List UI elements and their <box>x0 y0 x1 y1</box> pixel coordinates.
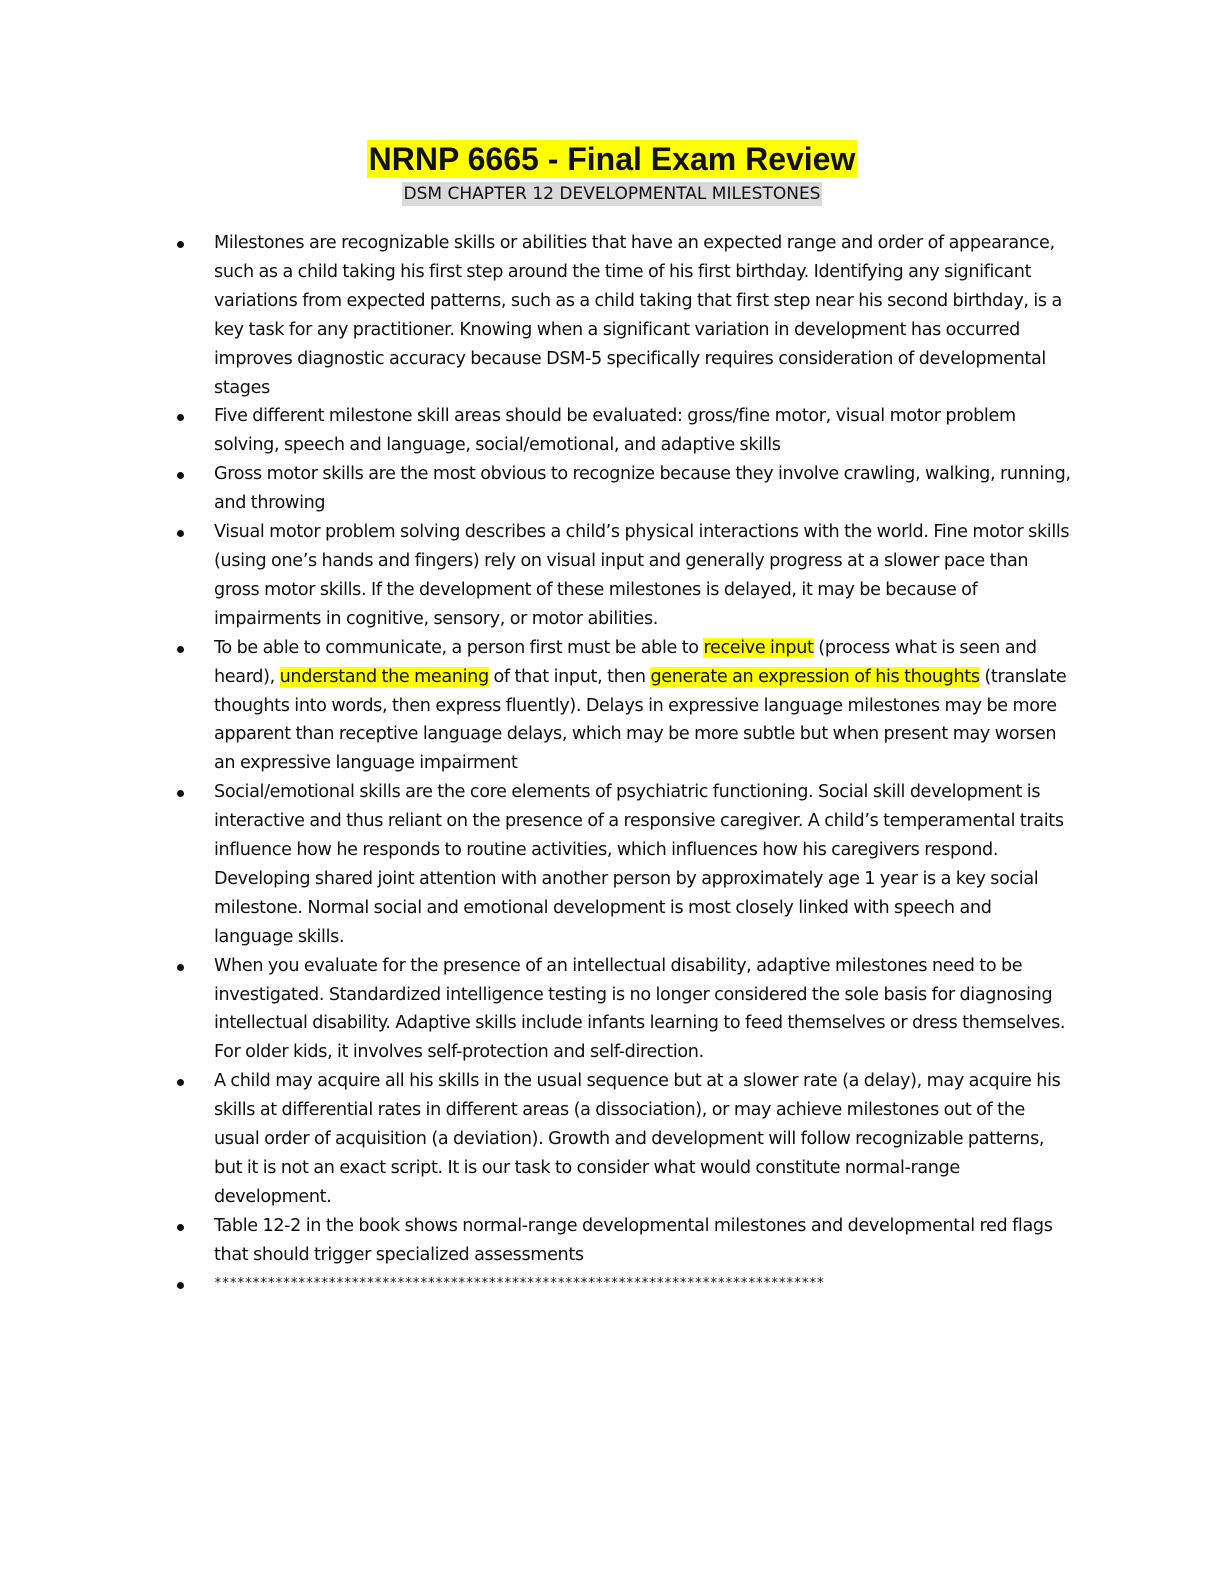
bullet-item-milestones-definition <box>172 229 1072 402</box>
bullet-item-social-emotional <box>172 778 1072 951</box>
bullet-text: When you evaluate for the presence of an intellectual disability, adaptive milestones need to be investigated. Standardized intelligence testing is no longer considered the sole basis for diagnosing intellectual disability. Adaptive skills include infants learning to feed themselves or dress themselves. For older kids, it involves self-protection and self-direction. <box>214 955 1066 1063</box>
bullet-icon <box>177 530 184 537</box>
bullet-icon <box>177 1079 184 1086</box>
bullet-item-separator <box>172 1270 1072 1299</box>
bullet-item-skill-areas <box>172 402 1072 460</box>
bullet-text: Milestones are recognizable skills or abilities that have an expected range and order of appearance, such as a child taking his first step around the time of his first birthday. Identifying any significant variations from expected patterns, such as a child taking that first step near his second birthday, is a key task for any practitioner. Knowing when a significant variation in development has occurred improves diagnostic accuracy because DSM-5 specifically requires consideration of developmental stages <box>214 233 1062 398</box>
page-title: NRNP 6665 - Final Exam Review <box>368 141 856 177</box>
bullet-item-visual-motor <box>172 518 1072 634</box>
bullet-icon <box>177 472 184 479</box>
bullet-text: Visual motor problem solving describes a child’s physical interactions with the world. Fine motor skills (using one’s hands and fingers) rely on visual input and generally progress at a slower pace than gross motor skills. If the development of these milestones is delayed, it may be because of impairments in cognitive, sensory, or motor abilities. <box>214 522 1070 629</box>
bullet-text: Five different milestone skill areas should be evaluated: gross/fine motor, visual motor problem solving, speech and language, social/emotional, and adaptive skills <box>214 406 1016 456</box>
bullet-text-part-4: (translate thoughts into words, then express fluently). Delays in expressive language milestones may be more apparent than receptive language delays, which may be more subtle but when present may worsen an expressive language impairment <box>214 666 1067 774</box>
bullet-text: Gross motor skills are the most obvious to recognize because they involve crawling, walking, running, and throwing <box>214 464 1071 514</box>
bullet-text: A child may acquire all his skills in the usual sequence but at a slower rate (a delay), may acquire his skills at differential rates in different areas (a dissociation), or may achieve milestones out of the usual order of acquisition (a deviation). Growth and development will follow recognizable patterns, but it is not an exact script. It is our task to consider what would constitute normal-range development. <box>214 1071 1061 1207</box>
page-subtitle: DSM CHAPTER 12 DEVELOPMENTAL MILESTONES <box>403 184 821 204</box>
bullet-text: Table 12-2 in the book shows normal-range developmental milestones and developmental red flags that should trigger specialized assessments <box>214 1215 1053 1265</box>
subtitle-row <box>0 182 1224 206</box>
bullet-icon <box>177 646 184 653</box>
bullet-icon <box>177 1282 184 1289</box>
bullet-item-table-12-2 <box>172 1212 1072 1270</box>
bullet-text: Social/emotional skills are the core elements of psychiatric functioning. Social skill development is interactive and thus reliant on the presence of a responsive caregiver. A child’s temperamental traits influence how he responds to routine activities, which influences how his caregivers respond. Developing shared joint attention with another person by approximately age 1 year is a key social milestone. Normal social and emotional development is most closely linked with speech and language skills. <box>214 782 1064 947</box>
bullet-item-delay-dissociation-deviation <box>172 1067 1072 1212</box>
bullet-icon <box>177 241 184 248</box>
title-block <box>0 140 1224 206</box>
bullet-list <box>172 229 1072 1299</box>
bullet-icon <box>177 964 184 971</box>
highlight-generate-expression: generate an expression of his thoughts <box>650 666 980 687</box>
highlight-understand-meaning: understand the meaning <box>279 666 489 687</box>
bullet-item-gross-motor <box>172 460 1072 518</box>
bullet-icon <box>177 790 184 797</box>
bullet-text-part-3: of that input, then <box>488 666 651 687</box>
bullet-item-intellectual-disability <box>172 952 1072 1068</box>
bullet-text-part-1: To be able to communicate, a person first must be able to <box>214 637 704 658</box>
highlight-receive-input: receive input <box>703 637 814 658</box>
bullet-icon <box>177 1224 184 1231</box>
asterisk-separator: ******************************************************************************** <box>214 1275 825 1291</box>
bullet-text-part-2: (process what is seen and heard), <box>214 637 1037 687</box>
bullet-icon <box>177 414 184 421</box>
bullet-item-communication <box>172 634 1072 779</box>
